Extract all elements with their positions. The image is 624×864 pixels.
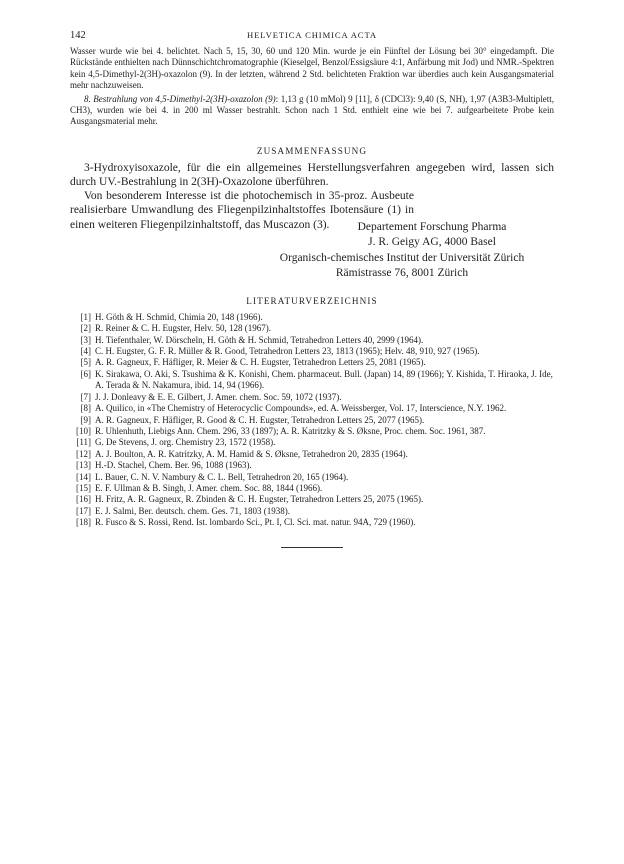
reference-number: [17] — [76, 505, 91, 516]
reference-number: [4] — [80, 346, 91, 357]
reference-number: [7] — [80, 391, 91, 402]
reference-number: [1] — [80, 311, 91, 322]
reference-text: A. R. Gagneux, F. Häfliger, R. Meier & C. H. Eugster, Tetrahedron Letters 25, 2081 (1965). — [95, 357, 426, 368]
reference-text: G. De Stevens, J. org. Chemistry 23, 1572 (1958). — [95, 437, 276, 448]
summary-paragraph-2: Von besonderem Interesse ist die photochemisch in 35-proz. Ausbeute realisierbare Umwandlung des Fliegenpilzinhaltstoffes Ibotensäure (1) in einen weiteren Fliegenpilzinhaltstoff, das Muscazon (3). — [70, 190, 414, 231]
reference-item — [70, 506, 554, 517]
reference-item — [70, 415, 554, 426]
reference-text: A. J. Boulton, A. R. Katritzky, A. M. Hamid & S. Øksne, Tetrahedron 20, 2835 (1964). — [95, 448, 408, 459]
reference-item — [70, 426, 554, 437]
reference-item — [70, 312, 554, 323]
reference-item — [70, 346, 554, 357]
affiliation-line-1: Departement Forschung Pharma — [357, 220, 507, 233]
page-number: 142 — [70, 30, 86, 41]
reference-item — [70, 437, 554, 448]
experimental-section — [70, 46, 554, 128]
reference-number: [15] — [76, 482, 91, 493]
reference-number: [12] — [76, 448, 91, 459]
experimental-paragraph: Wasser wurde wie bei 4. belichtet. Nach 5, 15, 30, 60 und 120 Min. wurde je ein Fünftel der Lösung bei 30° eingedampft. Die Rückstände enthielten nach Dünnschichtchromatographie (Kieselgel, Benzol/Essigsäure 4:1, Anfärbung mit Jod) und NMR.-Spektren kein 4,5-Dimethyl-2(3H)-oxazolon (9). In der letzten, während 2 Std. belichteten Fraktion war überdies auch kein Ausgangsmaterial mehr nachzuweisen. — [70, 46, 554, 91]
reference-text: A. Quilico, in «The Chemistry of Heterocyclic Compounds», ed. A. Weissberger, Vol. 17, Interscience, N.Y. 1962. — [95, 403, 507, 414]
reference-text: L. Bauer, C. N. V. Nambury & C. L. Bell, Tetrahedron 20, 165 (1964). — [95, 471, 349, 482]
reference-item — [70, 335, 554, 346]
reference-number: [18] — [76, 517, 91, 528]
reference-item — [70, 403, 554, 414]
reference-item — [70, 323, 554, 334]
summary-paragraph-1: 3-Hydroxyisoxazole, für die ein allgemeines Herstellungsverfahren angegeben wird, lassen sich durch UV.-Bestrahlung in 2(3H)-Oxazolone überführen. — [70, 161, 554, 189]
affiliation-line-3: Organisch-chemisches Institut der Universität Zürich — [279, 251, 525, 264]
reference-number: [9] — [80, 414, 91, 425]
reference-item — [70, 449, 554, 460]
reference-text: R. Fusco & S. Rossi, Rend. Ist. lombardo Sci., Pt. I, Cl. Sci. mat. natur. 94A, 729 (1960). — [95, 517, 416, 528]
journal-page — [70, 30, 554, 548]
reference-number: [2] — [80, 323, 91, 334]
experiment-8-heading: 8. Bestrahlung von 4,5-Dimethyl-2(3H)-oxazolon (9) — [84, 93, 276, 104]
reference-text: E. J. Salmi, Ber. deutsch. chem. Ges. 71, 1803 (1938). — [95, 505, 290, 516]
references-list — [70, 312, 554, 529]
reference-text: K. Sirakawa, O. Aki, S. Tsushima & K. Konishi, Chem. pharmaceut. Bull. (Japan) 14, 89 (1966); Y. Kishida, T. Hiraoka, J. Ide, A. Terada & N. Nakamura, ibid. 14, 94 (1966). — [95, 368, 553, 391]
summary-heading: ZUSAMMENFASSUNG — [256, 145, 368, 156]
reference-number: [14] — [76, 471, 91, 482]
reference-number: [11] — [76, 437, 91, 448]
affiliation-line-4: Rämistrasse 76, 8001 Zürich — [335, 267, 469, 280]
reference-number: [3] — [80, 334, 91, 345]
reference-text: H. Fritz, A. R. Gagneux, R. Zbinden & C. H. Eugster, Tetrahedron Letters 25, 2075 (1965). — [95, 494, 424, 505]
reference-number: [10] — [76, 425, 91, 436]
reference-text: R. Reiner & C. H. Eugster, Helv. 50, 128 (1967). — [95, 323, 272, 334]
references-heading: LITERATURVERZEICHNIS — [246, 295, 378, 306]
reference-text: H.-D. Stachel, Chem. Ber. 96, 1088 (1963). — [95, 460, 252, 471]
page-header — [70, 30, 554, 46]
reference-text: H. Göth & H. Schmid, Chimia 20, 148 (1966). — [95, 311, 263, 322]
reference-item — [70, 392, 554, 403]
reference-item — [70, 357, 554, 368]
reference-item — [70, 369, 554, 392]
reference-number: [16] — [76, 494, 91, 505]
reference-item — [70, 483, 554, 494]
end-rule — [281, 547, 343, 548]
reference-number: [8] — [80, 403, 91, 414]
experiment-8-paragraph — [70, 94, 554, 128]
reference-item — [70, 494, 554, 505]
reference-number: [13] — [76, 460, 91, 471]
reference-number: [6] — [80, 368, 91, 379]
reference-item — [70, 517, 554, 528]
journal-title: HELVETICA CHIMICA ACTA — [246, 30, 378, 40]
reference-number: [5] — [80, 357, 91, 368]
reference-item — [70, 460, 554, 471]
reference-text: E. F. Ullman & B. Singh, J. Amer. chem. Soc. 88, 1844 (1966). — [95, 482, 323, 493]
experiment-8-text: : 1,13 g (10 mMol) 9 [11], δ (CDCl3): 9,40 (S, NH), 1,97 (A3B3-Multiplett, CH3), wurden wie bei 4. in 200 ml Wasser bestrahlt. Schon nach 1 Std. enthielt eine wie bei 7. aufgearbeitete Probe kein Ausgangsmaterial mehr. — [70, 93, 554, 127]
reference-text: J. J. Donleavy & E. E. Gilbert, J. Amer. chem. Soc. 59, 1072 (1937). — [95, 391, 342, 402]
affiliation-line-2: J. R. Geigy AG, 4000 Basel — [368, 236, 496, 249]
reference-text: C. H. Eugster, G. F. R. Müller & R. Good, Tetrahedron Letters 23, 1813 (1965); Helv. 48, 910, 927 (1965). — [95, 346, 480, 357]
reference-text: H. Tiefenthaler, W. Dörscheln, H. Göth & H. Schmid, Tetrahedron Letters 40, 2999 (1964). — [95, 334, 424, 345]
reference-item — [70, 472, 554, 483]
reference-text: A. R. Gagneux, F. Häfliger, R. Good & C. H. Eugster, Tetrahedron Letters 25, 2077 (1965). — [95, 414, 425, 425]
reference-text: R. Uhlenhuth, Liebigs Ann. Chem. 296, 33 (1897); A. R. Katritzky & S. Øksne, Proc. chem. Soc. 1961, 387. — [95, 425, 486, 436]
